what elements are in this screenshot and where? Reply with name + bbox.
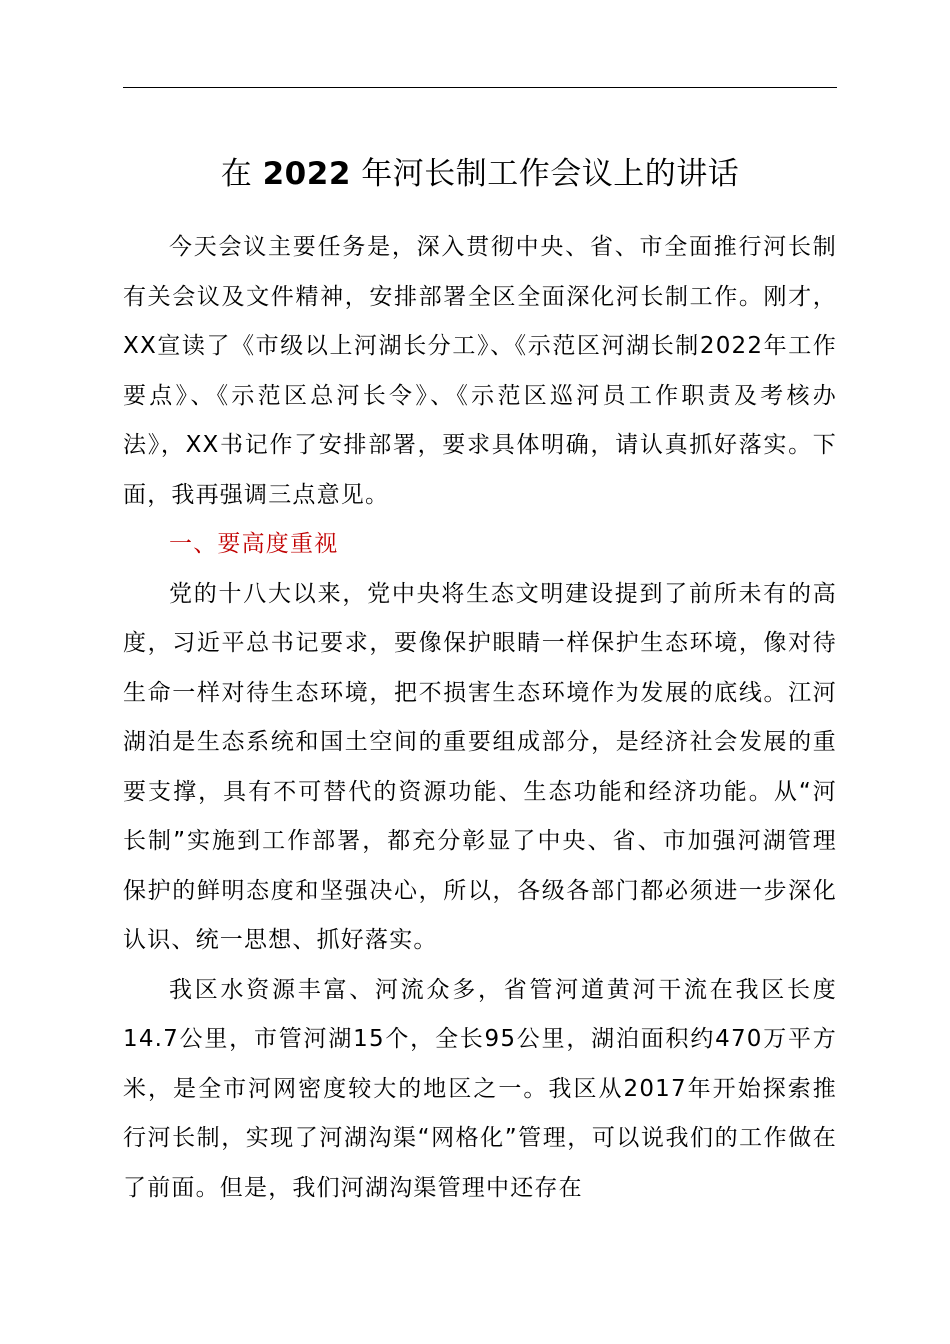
section-1-paragraph-2: 我区水资源丰富、河流众多，省管河道黄河干流在我区长度14.7公里，市管河湖15个，全长95公里，湖泊面积约470万平方米，是全市河网密度较大的地区之一。我区从2017年开始探索推行河长制，实现了河湖沟渠“网格化”管理，可以说我们的工作做在了前面。但是，我们河湖沟渠管理中还存在: [123, 976, 837, 1201]
title-prefix: 在: [220, 156, 253, 192]
section-heading-1: 一、要高度重视: [169, 531, 339, 557]
section-1-paragraph-1: 党的十八大以来，党中央将生态文明建设提到了前所未有的高度，习近平总书记要求，要像保护眼睛一样保护生态环境，像对待生命一样对待生态环境，把不损害生态环境作为发展的底线。江河湖泊是生态系统和国土空间的重要组成部分，是经济社会发展的重要支撑，具有不可替代的资源功能、生态功能和经济功能。从“河长制”实施到工作部署，都充分彰显了中央、省、市加强河湖管理保护的鲜明态度和坚强决心，所以，各级各部门都必须进一步深化认识、统一思想、抓好落实。: [123, 580, 837, 953]
title-suffix: 年河长制工作会议上的讲话: [361, 156, 740, 192]
intro-paragraph: 今天会议主要任务是，深入贯彻中央、省、市全面推行河长制有关会议及文件精神，安排部署全区全面深化河长制工作。刚才，XX宣读了《市级以上河湖长分工》、《示范区河湖长制2022年工作要点》、《示范区总河长令》、《示范区巡河员工作职责及考核办法》，XX书记作了安排部署，要求具体明确，请认真抓好落实。下面，我再强调三点意见。: [123, 234, 837, 508]
document-body: [123, 223, 837, 1213]
title-year: 2022: [262, 156, 351, 192]
document-title: [123, 150, 837, 198]
header-rule: [123, 87, 837, 88]
